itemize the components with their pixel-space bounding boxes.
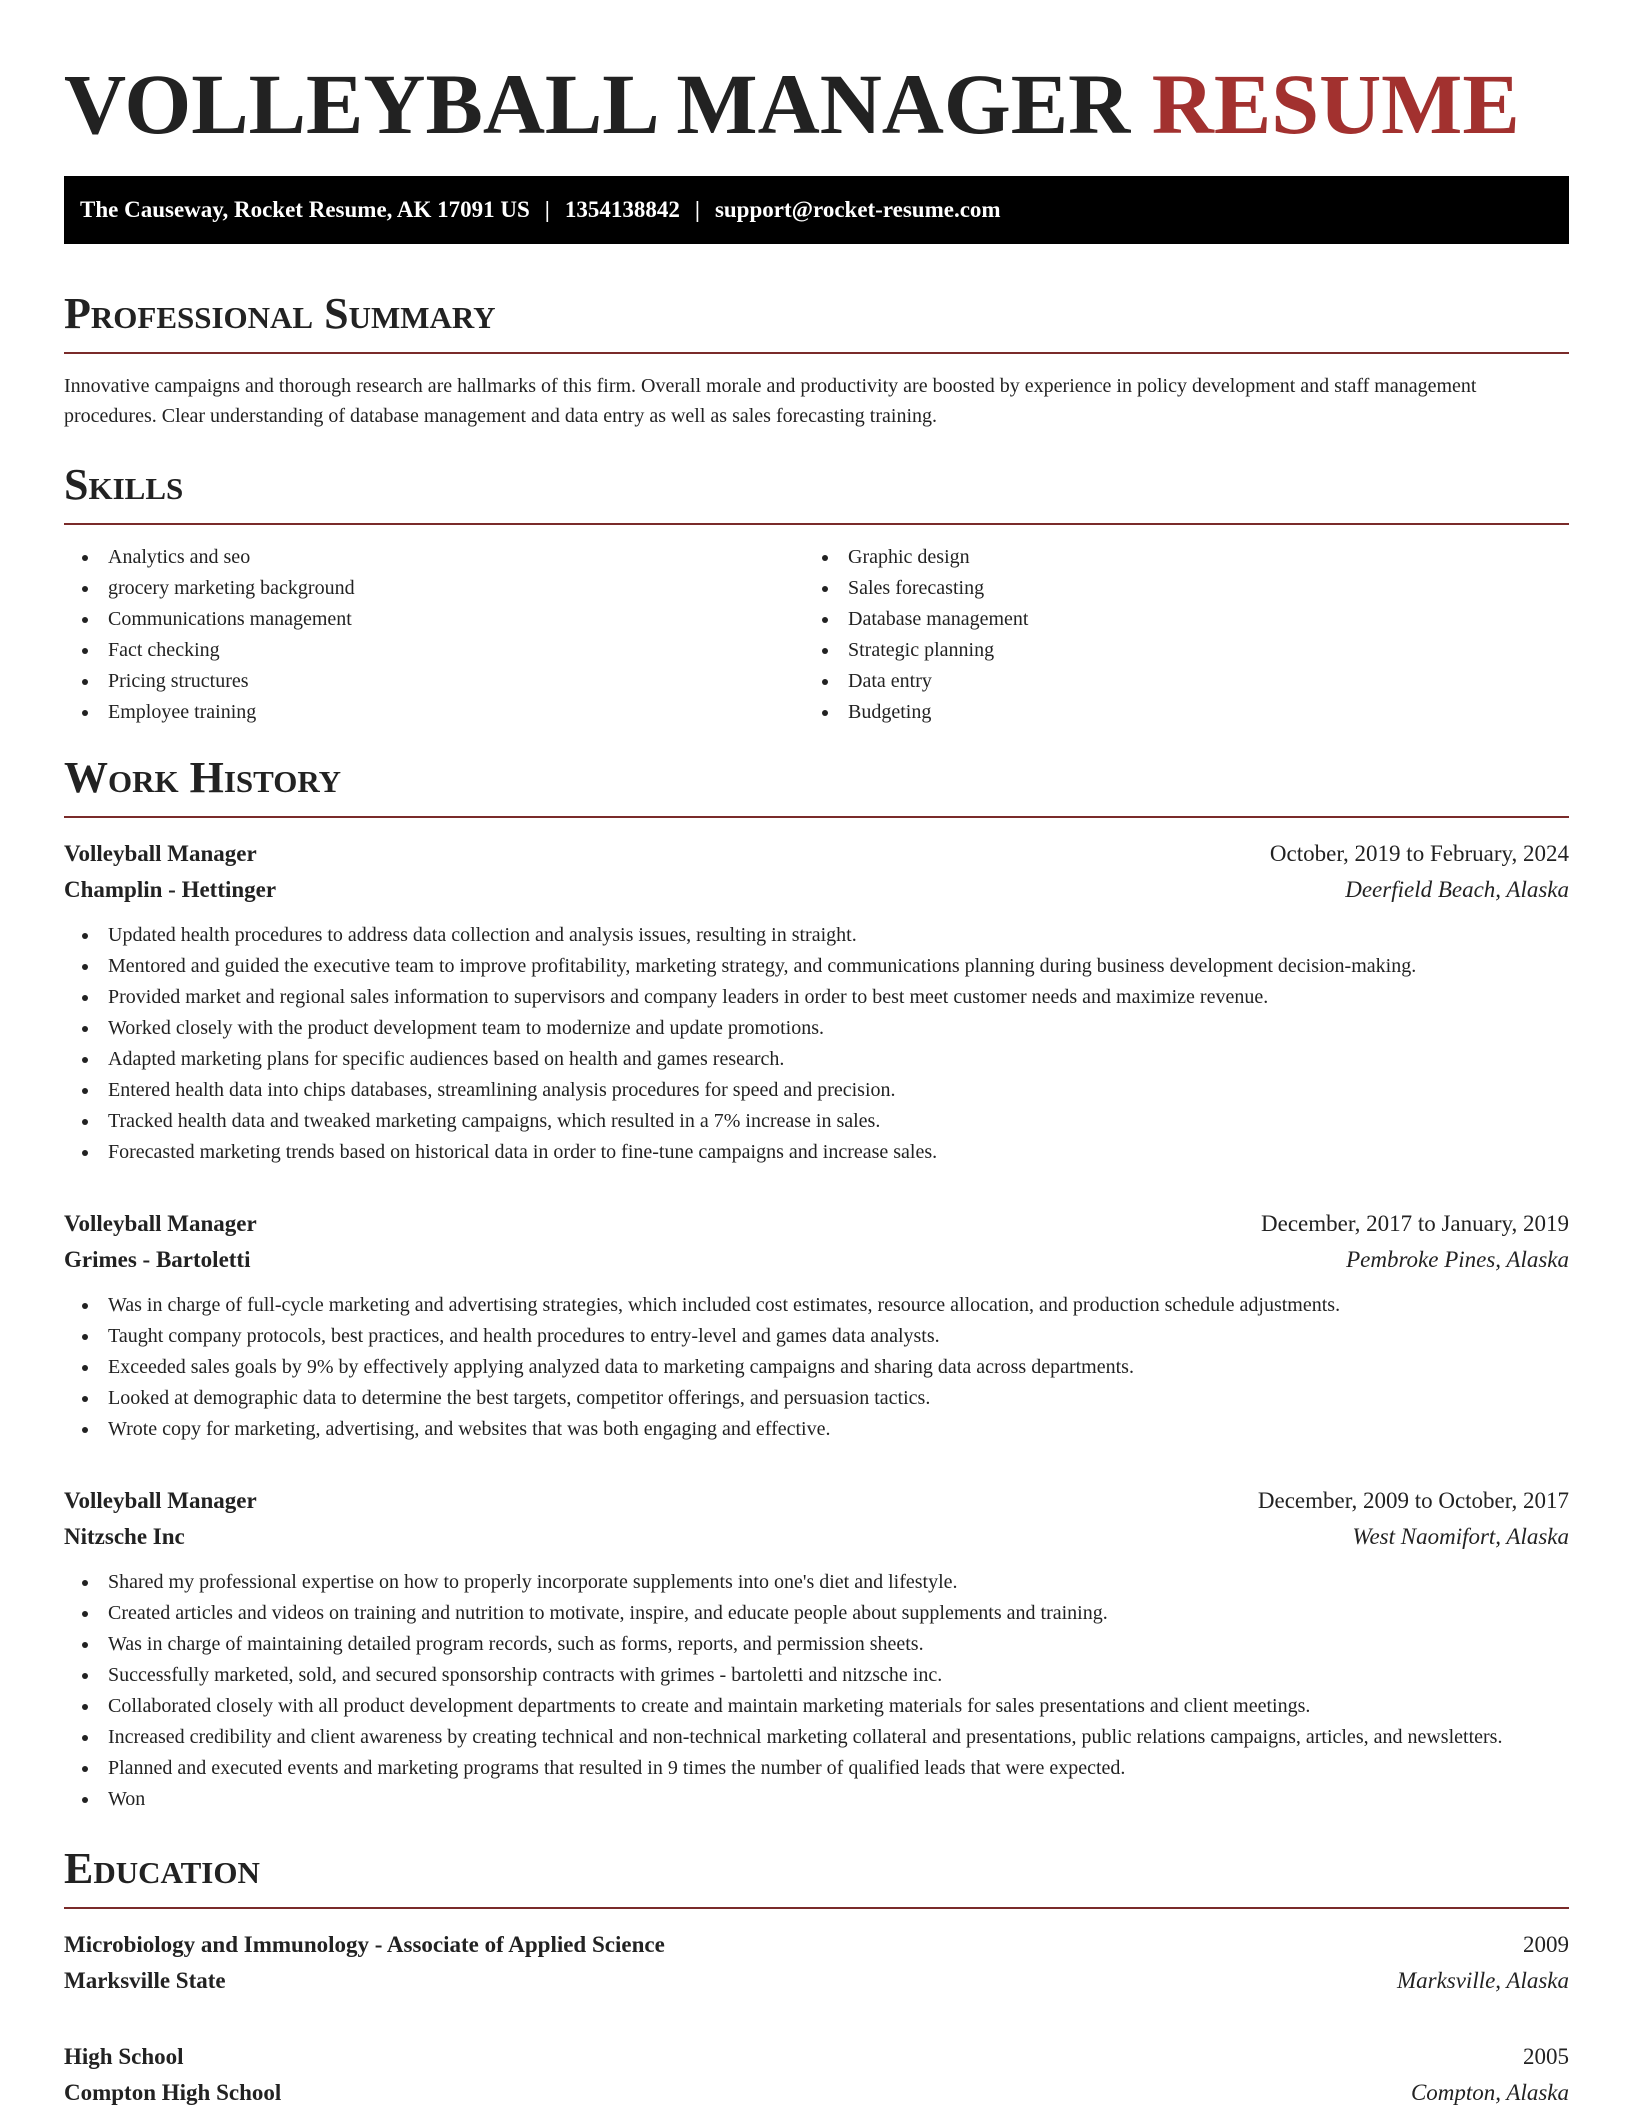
job-bullet: Entered health data into chips databases, streamlining analysis procedures for speed and precision.	[64, 1075, 1569, 1106]
job-bullet: Was in charge of full-cycle marketing and advertising strategies, which included cost estimates, resource allocation, and production schedule adjustments.	[64, 1290, 1569, 1321]
job-company: Grimes - Bartoletti	[64, 1247, 251, 1272]
job-company-row	[64, 1519, 1569, 1555]
professional-summary-section	[64, 288, 1569, 431]
skill-item: Employee training	[64, 697, 804, 728]
skill-item: Database management	[804, 604, 1544, 635]
job-bullet: Looked at demographic data to determine the best targets, competitor offerings, and persuasion tactics.	[64, 1383, 1569, 1414]
skill-item: Communications management	[64, 604, 804, 635]
education-year: 2009	[1523, 1932, 1569, 1957]
job-entry	[64, 836, 1569, 1168]
education-section	[64, 1843, 1569, 2111]
skill-item: Data entry	[804, 666, 1544, 697]
job-bullet: Was in charge of maintaining detailed program records, such as forms, reports, and permission sheets.	[64, 1629, 1569, 1660]
education-degree: High School	[64, 2044, 184, 2069]
skill-item: Graphic design	[804, 542, 1544, 573]
resume-title	[64, 54, 1569, 154]
job-bullet: Planned and executed events and marketing programs that resulted in 9 times the number of qualified leads that were expected.	[64, 1753, 1569, 1784]
skill-item: Fact checking	[64, 635, 804, 666]
section-heading-summary: Professional Summary	[64, 288, 1569, 354]
job-bullet: Mentored and guided the executive team to improve profitability, marketing strategy, and communications planning during business development decision-making.	[64, 951, 1569, 982]
job-dates: December, 2017 to January, 2019	[1261, 1211, 1569, 1236]
job-bullet: Won	[64, 1784, 1569, 1815]
skill-item: Sales forecasting	[804, 573, 1544, 604]
job-bullet: Increased credibility and client awareness by creating technical and non-technical marketing collateral and presentations, public relations campaigns, articles, and newsletters.	[64, 1722, 1569, 1753]
job-header-row	[64, 836, 1569, 872]
section-heading-education: Education	[64, 1843, 1569, 1909]
education-school: Compton High School	[64, 2080, 282, 2105]
education-degree: Microbiology and Immunology - Associate of Applied Science	[64, 1932, 665, 1957]
job-bullet: Exceeded sales goals by 9% by effectively applying analyzed data to marketing campaigns and sharing data across departments.	[64, 1352, 1569, 1383]
job-dates: December, 2009 to October, 2017	[1257, 1488, 1569, 1513]
job-company: Champlin - Hettinger	[64, 877, 277, 902]
skill-item: Strategic planning	[804, 635, 1544, 666]
job-company-row	[64, 872, 1569, 908]
job-title: Volleyball Manager	[64, 1211, 257, 1236]
education-entry	[64, 1927, 1569, 1999]
contact-phone: 1354138842	[564, 197, 680, 222]
job-header-row	[64, 1206, 1569, 1242]
skill-item: grocery marketing background	[64, 573, 804, 604]
job-entry	[64, 1483, 1569, 1815]
job-location: West Naomifort, Alaska	[1352, 1524, 1569, 1549]
education-location: Compton, Alaska	[1410, 2080, 1569, 2105]
job-company-row	[64, 1242, 1569, 1278]
title-main: VOLLEYBALL MANAGER	[64, 56, 1131, 152]
job-title: Volleyball Manager	[64, 1488, 257, 1513]
skills-column-left	[64, 542, 804, 728]
contact-email: support@rocket-resume.com	[714, 197, 1001, 222]
job-bullet: Shared my professional expertise on how to properly incorporate supplements into one's diet and lifestyle.	[64, 1567, 1569, 1598]
education-school-row	[64, 2075, 1569, 2111]
skill-item: Pricing structures	[64, 666, 804, 697]
job-location: Pembroke Pines, Alaska	[1346, 1247, 1569, 1272]
job-header-row	[64, 1483, 1569, 1519]
education-school-row	[64, 1963, 1569, 1999]
job-bullet: Wrote copy for marketing, advertising, and websites that was both engaging and effective.	[64, 1414, 1569, 1445]
job-bullets	[64, 1567, 1569, 1815]
job-title: Volleyball Manager	[64, 841, 257, 866]
job-bullet: Provided market and regional sales information to supervisors and company leaders in order to best meet customer needs and maximize revenue.	[64, 982, 1569, 1013]
summary-text: Innovative campaigns and thorough research are hallmarks of this firm. Overall morale and productivity are boosted by experience in policy development and staff management procedures. Clear understanding of database management and data entry as well as sales forecasting training.	[64, 375, 1477, 427]
contact-separator: |	[694, 197, 700, 222]
work-history-section	[64, 752, 1569, 1815]
job-bullets	[64, 920, 1569, 1168]
skills-section	[64, 459, 1569, 728]
education-degree-row	[64, 1927, 1569, 1963]
title-accent: RESUME	[1151, 56, 1520, 152]
skills-column-right	[804, 542, 1544, 728]
skill-item: Analytics and seo	[64, 542, 804, 573]
education-entry	[64, 2039, 1569, 2111]
skills-grid	[64, 542, 1569, 728]
job-dates: October, 2019 to February, 2024	[1269, 841, 1569, 866]
skill-item: Budgeting	[804, 697, 1544, 728]
section-heading-work: Work History	[64, 752, 1569, 818]
job-location: Deerfield Beach, Alaska	[1345, 877, 1569, 902]
job-entry	[64, 1206, 1569, 1445]
education-degree-row	[64, 2039, 1569, 2075]
job-bullet: Worked closely with the product development team to modernize and update promotions.	[64, 1013, 1569, 1044]
education-year: 2005	[1523, 2044, 1569, 2069]
job-bullet: Successfully marketed, sold, and secured sponsorship contracts with grimes - bartoletti and nitzsche inc.	[64, 1660, 1569, 1691]
job-bullets	[64, 1290, 1569, 1445]
job-bullet: Adapted marketing plans for specific audiences based on health and games research.	[64, 1044, 1569, 1075]
job-bullet: Updated health procedures to address data collection and analysis issues, resulting in straight.	[64, 920, 1569, 951]
job-bullet: Taught company protocols, best practices, and health procedures to entry-level and games data analysts.	[64, 1321, 1569, 1352]
job-bullet: Created articles and videos on training and nutrition to motivate, inspire, and educate people about supplements and training.	[64, 1598, 1569, 1629]
contact-address: The Causeway, Rocket Resume, AK 17091 US	[80, 197, 530, 222]
job-bullet: Collaborated closely with all product development departments to create and maintain marketing materials for sales presentations and client meetings.	[64, 1691, 1569, 1722]
contact-separator: |	[544, 197, 550, 222]
section-heading-skills: Skills	[64, 459, 1569, 525]
contact-bar	[64, 176, 1569, 244]
education-school: Marksville State	[64, 1968, 226, 1993]
job-company: Nitzsche Inc	[64, 1524, 185, 1549]
job-bullet: Tracked health data and tweaked marketing campaigns, which resulted in a 7% increase in sales.	[64, 1106, 1569, 1137]
resume-page	[64, 0, 1569, 2111]
job-bullet: Forecasted marketing trends based on historical data in order to fine-tune campaigns and increase sales.	[64, 1137, 1569, 1168]
education-location: Marksville, Alaska	[1396, 1968, 1569, 1993]
